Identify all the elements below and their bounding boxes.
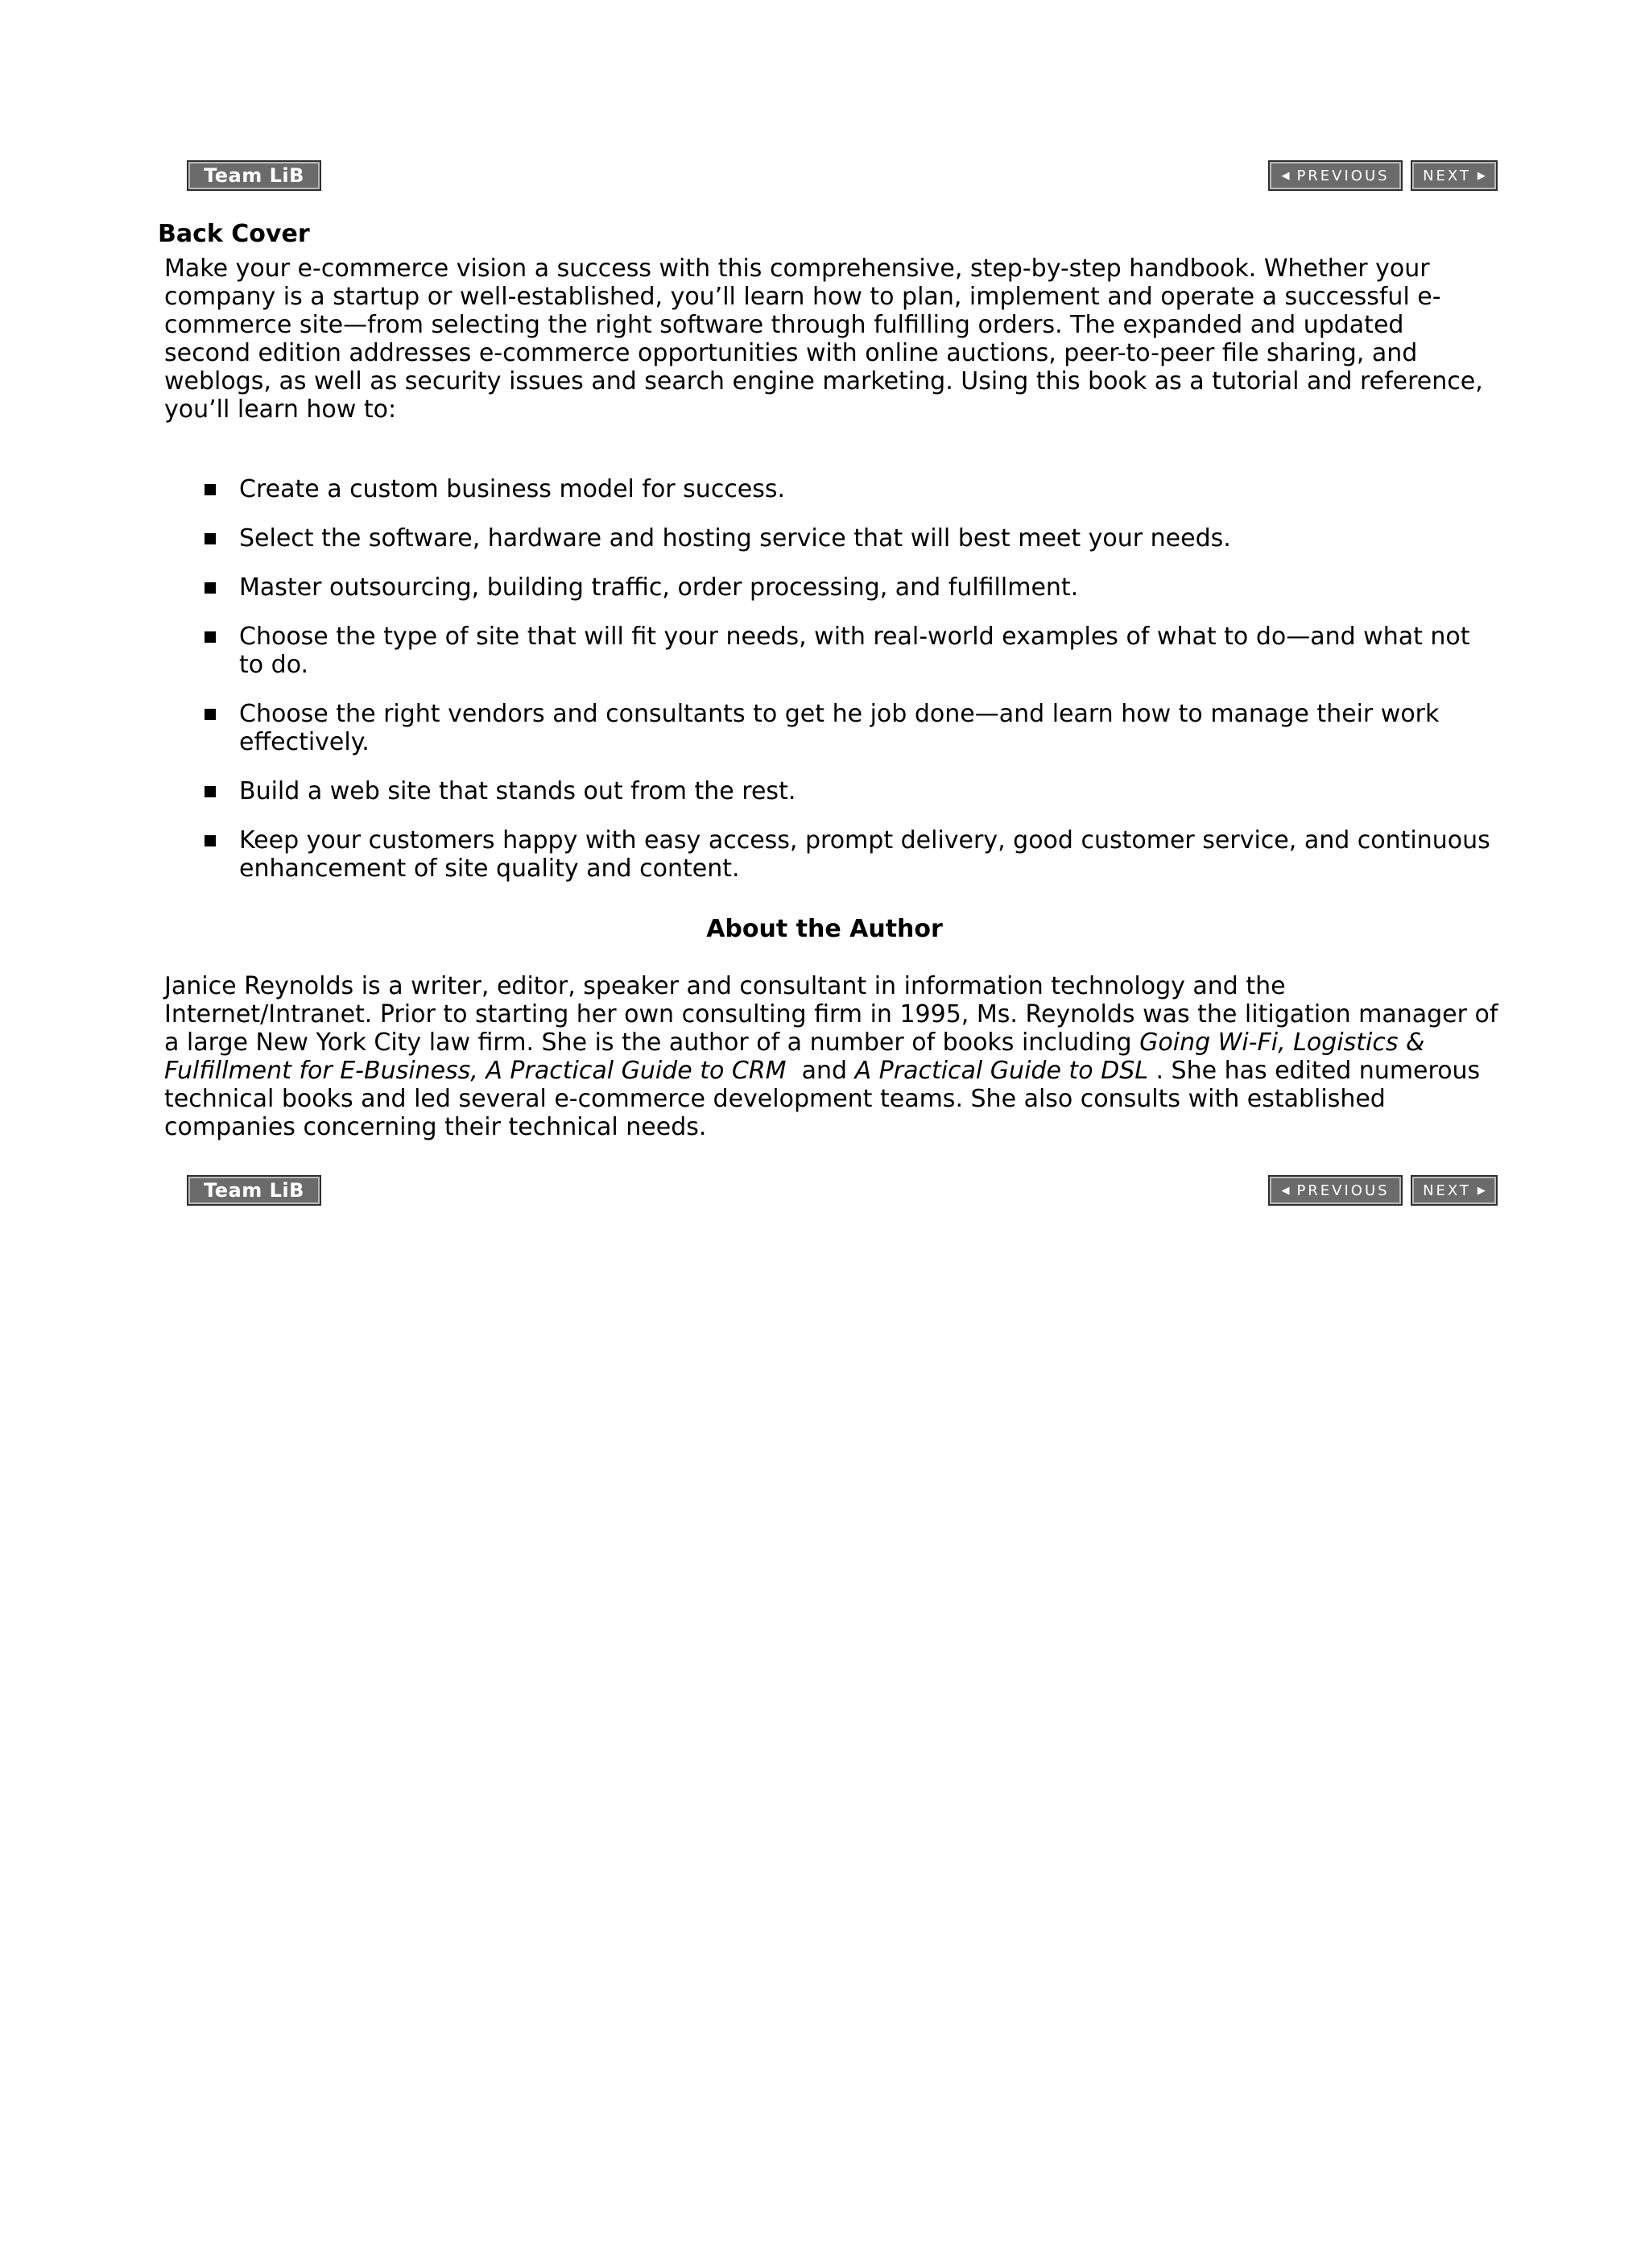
back-cover-intro: Make your e-commerce vision a success with this comprehensive, step-by-step handbook. Whether your company is a startup or well-established, you’ll learn how to plan, implement and operate a successful e-commerce site—from selecting the right software through fulfilling orders. The expanded and updated second edition addresses e-commerce opportunities with online auctions, peer-to-peer file sharing, and weblogs, as well as security issues and search engine marketing. Using this book as a tutorial and reference, you’ll learn how to: <box>164 255 1483 424</box>
previous-arrow-icon: ◀ <box>1281 1184 1290 1197</box>
list-item-text: Keep your customers happy with easy access, prompt delivery, good customer service, and continuous enhancement of site quality and content. <box>239 826 1490 883</box>
next-label: NEXT <box>1423 1182 1471 1199</box>
bullet-icon <box>205 786 216 797</box>
bullet-icon <box>205 484 216 495</box>
list-item-text: Choose the right vendors and consultants to get he job done—and learn how to manage their work effectively. <box>239 700 1440 756</box>
previous-button[interactable] <box>1268 160 1403 191</box>
previous-label: PREVIOUS <box>1296 1182 1390 1199</box>
next-label: NEXT <box>1423 167 1471 184</box>
list-item <box>164 475 1491 503</box>
list-item <box>164 573 1491 602</box>
feature-list <box>164 475 1491 904</box>
author-text-part-3: . She has edited numerous technical books and led several e-commerce development teams. She also consults with established companies concerning their technical needs. <box>164 1057 1488 1141</box>
list-item <box>164 777 1491 805</box>
list-item <box>164 826 1491 883</box>
back-cover-title: Back Cover <box>158 220 310 248</box>
about-author-heading: About the Author <box>706 915 943 943</box>
top-navigation <box>187 160 1498 194</box>
list-item <box>164 524 1491 553</box>
next-button[interactable] <box>1411 1175 1498 1206</box>
bullet-icon <box>205 533 216 544</box>
list-item <box>164 623 1491 679</box>
list-item-text: Build a web site that stands out from the rest. <box>239 777 796 805</box>
team-lib-label: Team LiB <box>204 1179 304 1202</box>
book-title-1: Going Wi-Fi, Logistics & Fulfillment for E-Business, A Practical Guide to CRM <box>164 1028 1425 1085</box>
bullet-icon <box>205 835 216 846</box>
next-arrow-icon: ▶ <box>1477 169 1486 182</box>
list-item-text: Create a custom business model for success. <box>239 475 786 503</box>
list-item-text: Master outsourcing, building traffic, order processing, and fulfillment. <box>239 573 1079 602</box>
team-lib-button[interactable] <box>187 1175 321 1206</box>
next-arrow-icon: ▶ <box>1477 1184 1486 1197</box>
previous-button[interactable] <box>1268 1175 1403 1206</box>
team-lib-button[interactable] <box>187 160 321 191</box>
bottom-navigation <box>187 1175 1498 1209</box>
bullet-icon <box>205 631 216 643</box>
team-lib-label: Team LiB <box>204 164 304 187</box>
previous-label: PREVIOUS <box>1296 167 1390 184</box>
bullet-icon <box>205 709 216 720</box>
book-title-2: A Practical Guide to DSL <box>854 1057 1148 1085</box>
list-item-text: Choose the type of site that will fit your needs, with real-world examples of what to do—and what not to do. <box>239 623 1470 679</box>
list-item-text: Select the software, hardware and hosting service that will best meet your needs. <box>239 524 1231 553</box>
list-item <box>164 700 1491 756</box>
bullet-icon <box>205 582 216 594</box>
author-text-part-1: Janice Reynolds is a writer, editor, speaker and consultant in information technology and the Internet/Intranet. Prior to starting her own consulting firm in 1995, Ms. Reynolds was the litigation manager of a large New York City law firm. She is the author of a number of books including <box>164 972 1498 1057</box>
author-text-part-2: and <box>786 1057 855 1085</box>
previous-arrow-icon: ◀ <box>1281 169 1290 182</box>
about-author-text <box>164 972 1501 1141</box>
next-button[interactable] <box>1411 160 1498 191</box>
